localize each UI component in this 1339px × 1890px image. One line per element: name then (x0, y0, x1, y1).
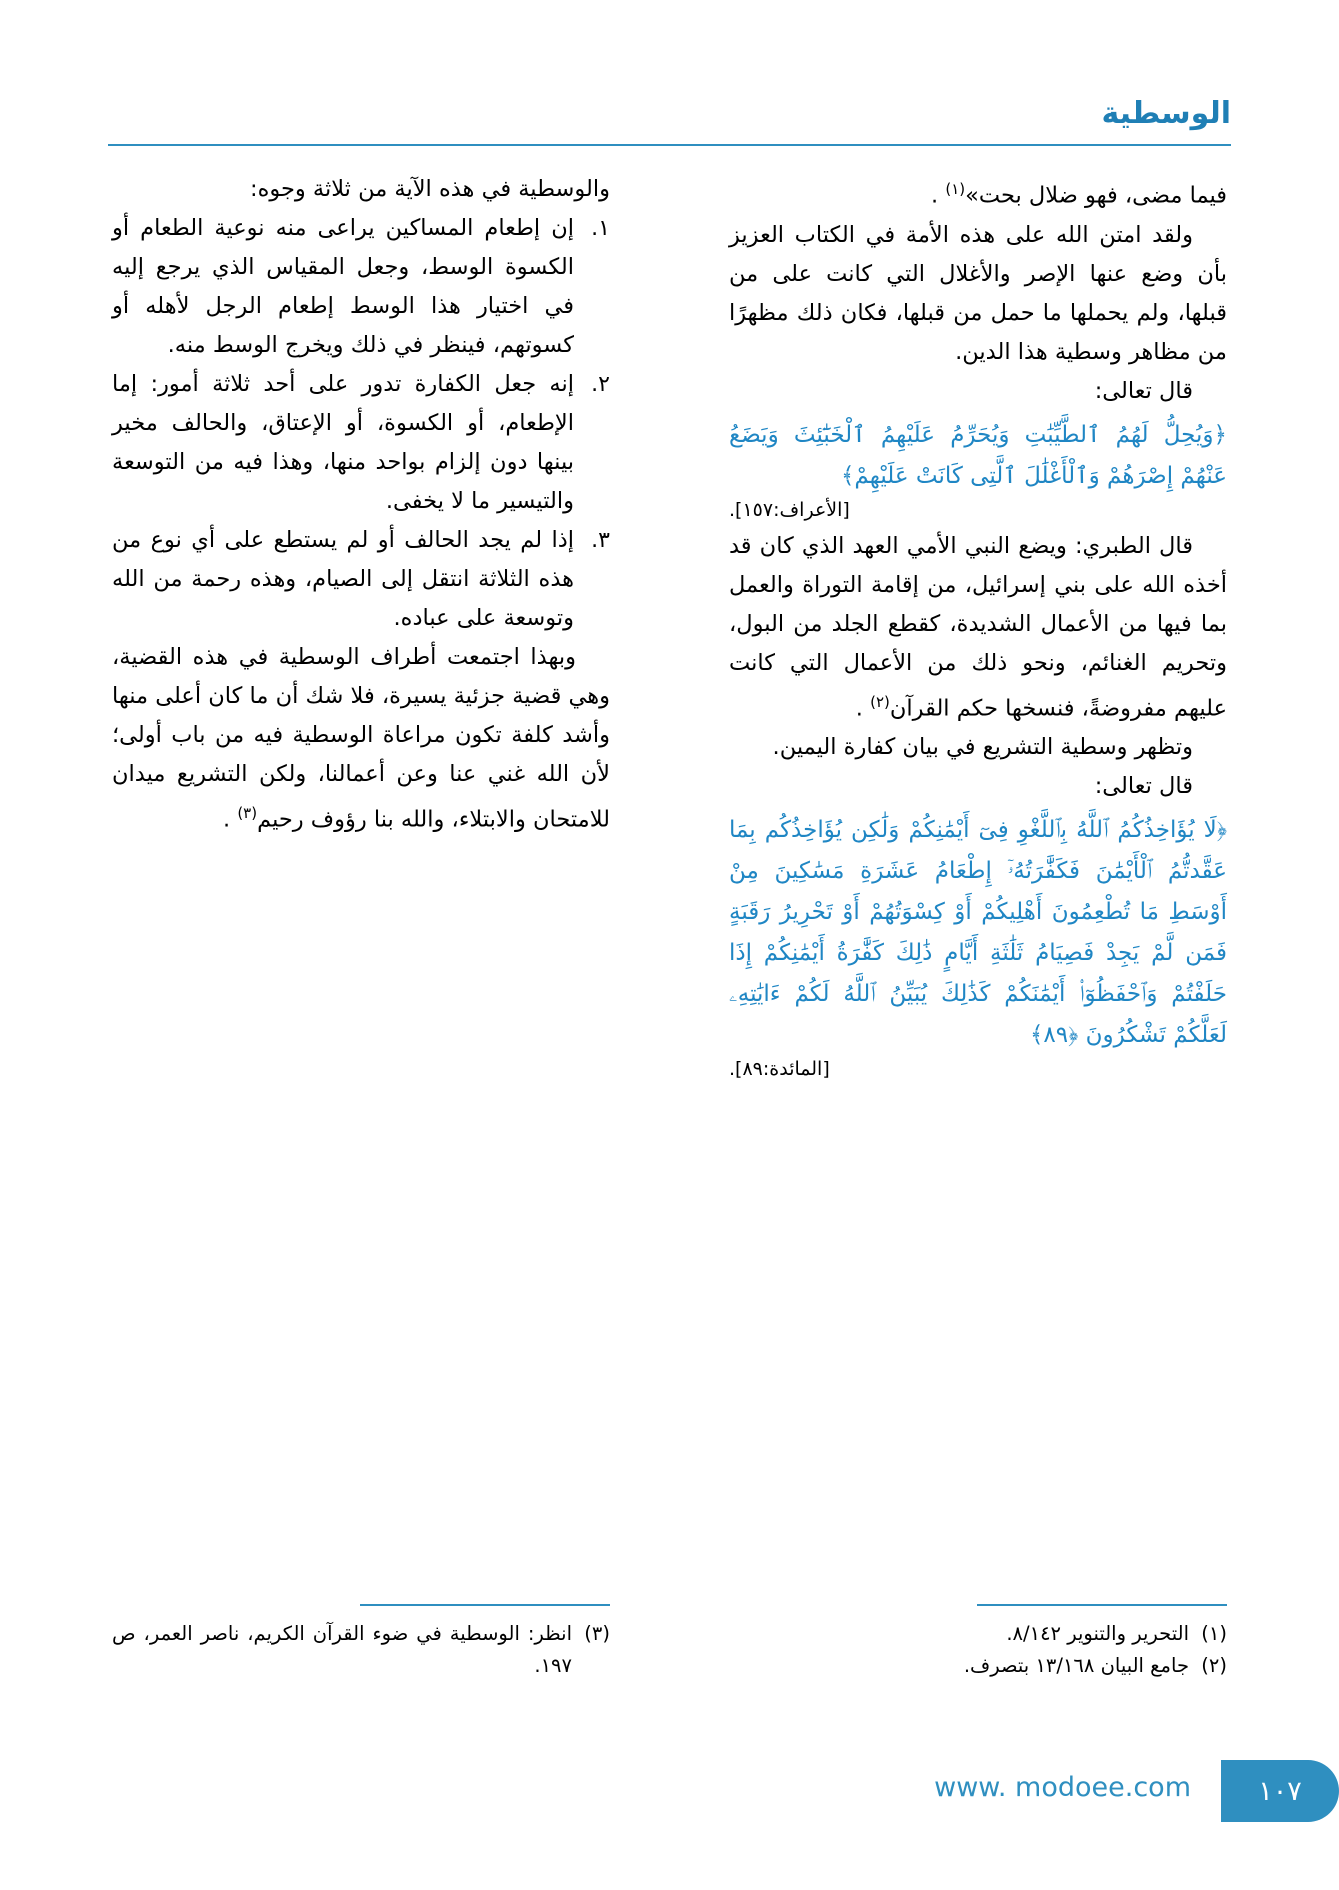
footnote-marker-3: (٣) (237, 804, 258, 822)
list-item-number: ٣. (591, 528, 610, 553)
footnote-marker-2: (٢) (870, 692, 890, 711)
list-item (112, 521, 610, 638)
right-text-column (729, 170, 1227, 1080)
verse-reference: [الأعراف:١٥٧]. (729, 498, 850, 521)
footnotes-right (729, 1604, 1227, 1682)
list-item-number: ١. (591, 216, 610, 241)
site-url[interactable]: www. modoee.com (934, 1772, 1191, 1803)
footnote-number: (١) (1201, 1622, 1227, 1645)
paragraph: ولقد امتن الله على هذه الأمة في الكتاب العزيز بأن وضع عنها الإصر والأغلال التي كانت على من قبلها، ولم يحملها ما حمل من قبلها، فكان ذلك مظهرًا من مظاهر وسطية هذا الدين. (729, 221, 1227, 365)
ayah-lead-label: قال تعالى: (1094, 377, 1193, 404)
footnote-text: التحرير والتنوير ٨/١٤٢. (1006, 1622, 1189, 1645)
paragraph-text-end: . (223, 806, 238, 833)
ayah-intro (729, 767, 1227, 806)
list-item-text: إنه جعل الكفارة تدور على أحد ثلاثة أمور: إما الإطعام، أو الكسوة، أو الإعتاق، والحالف مخير بينها دون إلزام بواحد منها، وهذا فيه من التوسعة والتيسير ما لا يخفى. (112, 371, 574, 514)
paragraph (729, 170, 1227, 216)
ayah-intro (729, 372, 1227, 411)
page-footer (0, 1760, 1339, 1830)
list-item-number: ٢. (591, 372, 610, 397)
list-item-text: إن إطعام المساكين يراعى منه نوعية الطعام أو الكسوة الوسط، وجعل المقياس الذي يرجع إليه في اختيار هذا الوسط إطعام الرجل لأهله أو كسوتهم، فينظر في ذلك ويخرج الوسط منه. (112, 215, 574, 358)
paragraph-text-end: . (855, 695, 871, 721)
paragraph-text: قال الطبري: ويضع النبي الأمي العهد الذي كان قد أخذه الله على بني إسرائيل، من إقامة التوراة والعمل بما فيها من الأعمال الشديدة، كقطع الجلد من البول، وتحريم الغنائم، ونحو ذلك من الأعمال التي كانت عليهم مفروضةً، فنسخها حكم القرآن (729, 532, 1227, 721)
list-item (112, 365, 610, 521)
footnote-divider (360, 1604, 610, 1606)
quran-verse: ﴿لَا يُؤَاخِذُكُمُ ٱللَّهُ بِٱللَّغْوِ فِىٓ أَيْمَٰنِكُمْ وَلَٰكِن يُؤَاخِذُكُم بِمَا عَقَّدتُّمُ ٱلْأَيْمَٰنَ فَكَفَّٰرَتُهُۥٓ إِطْعَامُ عَشَرَةِ مَسَٰكِينَ مِنْ أَوْسَطِ مَا تُطْعِمُونَ أَهْلِيكُمْ أَوْ كِسْوَتُهُمْ أَوْ تَحْرِيرُ رَقَبَةٍ فَمَن لَّمْ يَجِدْ فَصِيَامُ ثَلَٰثَةِ أَيَّامٍ ذَٰلِكَ كَفَّٰرَةُ أَيْمَٰنِكُمْ إِذَا حَلَفْتُمْ وَٱحْفَظُوٓا۟ أَيْمَٰنَكُمْ كَذَٰلِكَ يُبَيِّنُ ٱللَّهُ لَكُمْ ءَايَٰتِهِۦ لَعَلَّكُمْ تَشْكُرُونَ ﴿٨٩﴾ (729, 817, 1227, 1048)
text-columns (112, 170, 1227, 1600)
paragraph-text-end: . (931, 182, 946, 209)
quran-verse: ﴿وَيُحِلُّ لَهُمُ ٱلطَّيِّبَٰتِ وَيُحَرِّمُ عَلَيْهِمُ ٱلْخَبَٰٓئِثَ وَيَضَعُ عَنْهُمْ إِصْرَهُمْ وَٱلْأَغْلَٰلَ ٱلَّتِى كَانَتْ عَلَيْهِمْ﴾ (729, 421, 1227, 489)
footnote-number: (٢) (1201, 1654, 1227, 1677)
paragraph: والوسطية في هذه الآية من ثلاثة وجوه: (249, 176, 610, 202)
page-title: الوسطية (1101, 96, 1231, 131)
footnote (112, 1618, 610, 1682)
footnote (729, 1618, 1227, 1650)
footnote-marker-1: (١) (945, 180, 966, 198)
page-number: ١٠٧ (1221, 1760, 1339, 1822)
page-header (108, 96, 1231, 150)
list-item (112, 209, 610, 365)
paragraph (729, 527, 1227, 729)
paragraph: وتظهر وسطية التشريع في بيان كفارة اليمين. (772, 734, 1193, 760)
paragraph-text: فيما مضى، فهو ضلال بحت» (965, 182, 1227, 209)
footnotes-left (112, 1604, 610, 1682)
paragraph-text: وبهذا اجتمعت أطراف الوسطية في هذه القضية، وهي قضية جزئية يسيرة، فلا شك أن ما كان أعلى منها وأشد كلفة تكون مراعاة الوسطية فيه من باب أولى؛ لأن الله غني عنا وعن أعمالنا، ولكن التشريع ميدان للامتحان والابتلاء، والله بنا رؤوف رحيم (112, 644, 610, 833)
left-text-column (112, 170, 610, 840)
footnote-divider (977, 1604, 1227, 1606)
footnote-number: (٣) (584, 1622, 610, 1645)
header-divider (108, 144, 1231, 146)
paragraph (112, 638, 610, 840)
footnote-text: جامع البيان ١٣/١٦٨ بتصرف. (963, 1654, 1189, 1677)
verse-reference: [المائدة:٨٩]. (729, 1058, 830, 1080)
footnote-text: انظر: الوسطية في ضوء القرآن الكريم، ناصر العمر، ص ١٩٧. (112, 1622, 572, 1677)
ayah-lead-label: قال تعالى: (1094, 773, 1193, 799)
list-item-text: إذا لم يجد الحالف أو لم يستطع على أي نوع من هذه الثلاثة انتقل إلى الصيام، وهذه رحمة من الله وتوسعة على عباده. (112, 527, 574, 631)
footnote (729, 1650, 1227, 1682)
